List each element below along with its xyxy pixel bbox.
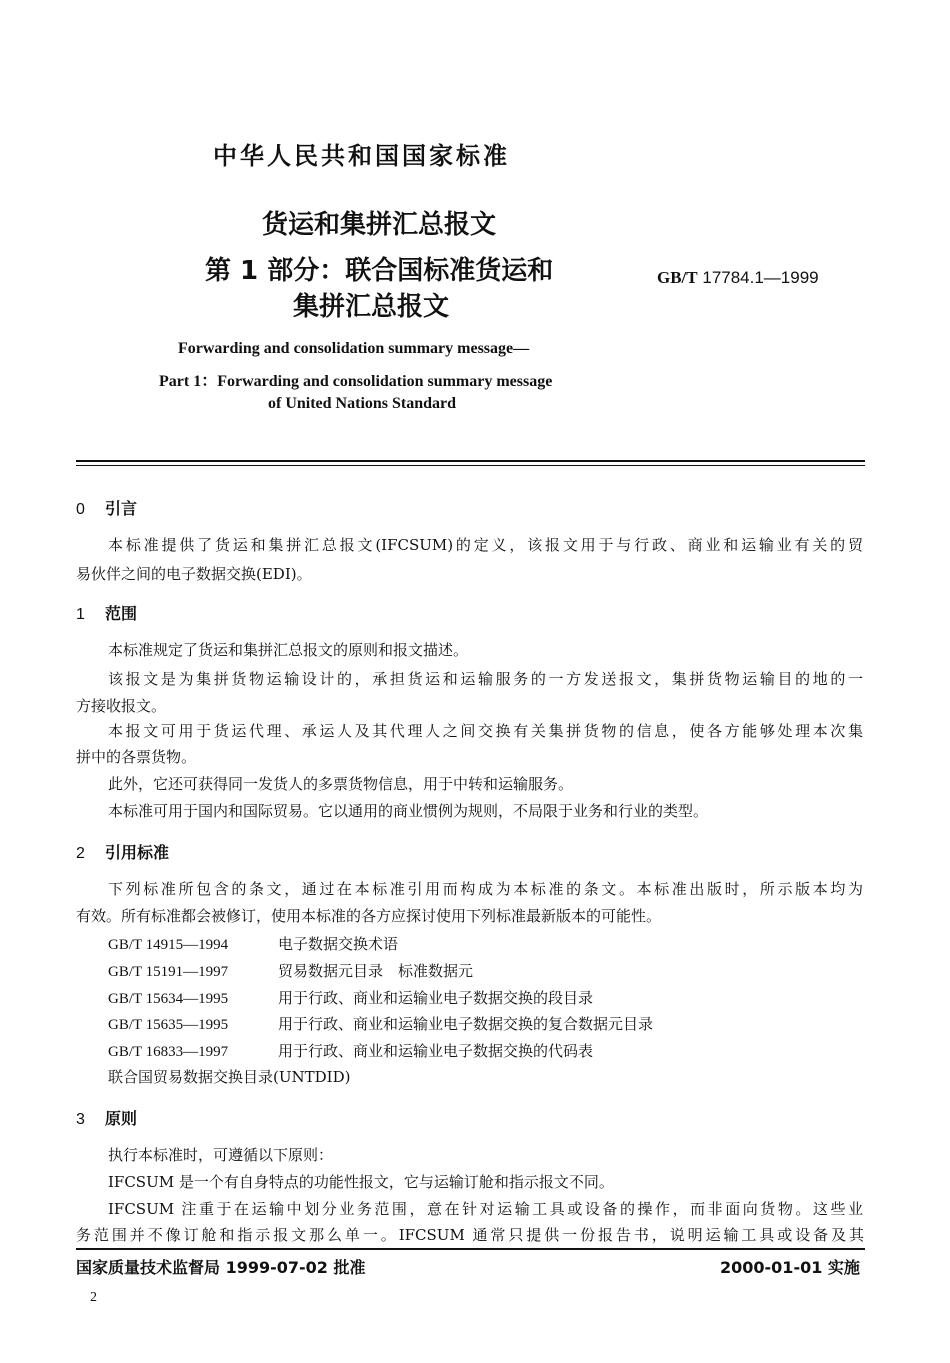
reference-code: GB/T 15191—1997 (108, 964, 229, 980)
section-heading-1 (76, 601, 137, 624)
section-title: 引言 (105, 499, 138, 518)
section-number: 3 (76, 1111, 85, 1128)
section-number: 0 (76, 501, 85, 518)
implementation-date: 2000-01-01 实施 (720, 1258, 860, 1277)
reference-item (108, 960, 473, 981)
chinese-title-line-2: 第 1 部分：联合国标准货运和 (205, 256, 554, 286)
paragraph-line (108, 878, 863, 899)
footer-divider (76, 1248, 865, 1250)
paragraph-line (76, 1224, 864, 1245)
header-divider (76, 460, 865, 462)
section-title: 引用标准 (105, 843, 170, 862)
text-line: 下列标准所包含的条文，通过在本标准引用而构成为本标准的条文。本标准出版时，所示版本均为 (108, 880, 863, 898)
paragraph-line: 方接收报文。 (76, 697, 167, 715)
section-heading-2 (76, 840, 169, 863)
paragraph-line: 拼中的各票货物。 (76, 748, 197, 766)
text-line: IFCSUM 注重于在运输中划分业务范围，意在针对运输工具或设备的操作，而非面向货物。这些业 (108, 1200, 863, 1218)
section-title: 原则 (105, 1109, 138, 1128)
national-standard-title: 中华人民共和国国家标准 (213, 142, 510, 170)
standard-number (657, 268, 819, 288)
paragraph-line: 易伙伴之间的电子数据交换(EDI)。 (76, 565, 312, 583)
approval-info: 国家质量技术监督局 1999-07-02 批准 (76, 1258, 366, 1277)
reference-item (108, 1040, 593, 1061)
section-number: 1 (76, 606, 85, 623)
reference-title: 贸易数据元目录 标准数据元 (278, 962, 474, 980)
english-title-line-3: of United Nations Standard (268, 395, 457, 412)
paragraph-line: IFCSUM 是一个有自身特点的功能性报文，它与运输订舱和指示报文不同。 (108, 1173, 614, 1191)
text-line: 本报文可用于货运代理、承运人及其代理人之间交换有关集拼货物的信息，使各方能够处理本次集 (108, 722, 863, 740)
reference-title: 用于行政、商业和运输业电子数据交换的复合数据元目录 (278, 1015, 654, 1033)
chinese-title-line-1: 货运和集拼汇总报文 (262, 210, 497, 240)
text-line: 务范围并不像订舱和指示报文那么单一。IFCSUM 通常只提供一份报告书，说明运输工具或设备及其 (76, 1226, 864, 1244)
text-line: 该报文是为集拼货物运输设计的，承担货运和运输服务的一方发送报文，集拼货物运输目的地的一 (108, 670, 863, 688)
paragraph-line (108, 1198, 863, 1219)
section-title: 范围 (105, 604, 138, 623)
reference-item (108, 933, 398, 954)
reference-title: 用于行政、商业和运输业电子数据交换的代码表 (278, 1042, 594, 1060)
text-line: 本标准提供了货运和集拼汇总报文(IFCSUM)的定义，该报文用于与行政、商业和运输业有关的贸 (108, 536, 863, 554)
section-heading-3 (76, 1106, 137, 1129)
paragraph-line: 有效。所有标准都会被修订，使用本标准的各方应探讨使用下列标准最新版本的可能性。 (76, 907, 662, 925)
header-divider-thin (76, 465, 865, 466)
reference-item: 联合国贸易数据交换目录(UNTDID) (108, 1068, 351, 1086)
chinese-title-line-3: 集拼汇总报文 (293, 292, 450, 322)
paragraph-line (108, 668, 863, 689)
paragraph-line: 执行本标准时，可遵循以下原则： (108, 1146, 334, 1164)
reference-code: GB/T 16833—1997 (108, 1044, 229, 1060)
reference-code: GB/T 14915—1994 (108, 937, 229, 953)
reference-title: 用于行政、商业和运输业电子数据交换的段目录 (278, 989, 594, 1007)
standard-prefix: GB/T (657, 268, 698, 287)
reference-item (108, 1013, 653, 1034)
english-title-line-2: Part 1：Forwarding and consolidation summary message (159, 373, 553, 390)
reference-code: GB/T 15635—1995 (108, 1017, 229, 1033)
paragraph-line (108, 720, 863, 741)
paragraph-line (108, 534, 863, 555)
reference-code: GB/T 15634—1995 (108, 991, 229, 1007)
paragraph-line: 本标准可用于国内和国际贸易。它以通用的商业惯例为规则，不局限于业务和行业的类型。 (108, 802, 709, 820)
paragraph-line: 本标准规定了货运和集拼汇总报文的原则和报文描述。 (108, 641, 469, 659)
english-title-line-1: Forwarding and consolidation summary message— (178, 340, 530, 357)
reference-item (108, 987, 593, 1008)
page-number: 2 (90, 1290, 97, 1305)
section-number: 2 (76, 845, 85, 862)
standard-code: 17784.1—1999 (702, 268, 819, 287)
paragraph-line: 此外，它还可获得同一发货人的多票货物信息，用于中转和运输服务。 (108, 775, 574, 793)
section-heading-0 (76, 496, 137, 519)
reference-title: 电子数据交换术语 (278, 935, 399, 953)
